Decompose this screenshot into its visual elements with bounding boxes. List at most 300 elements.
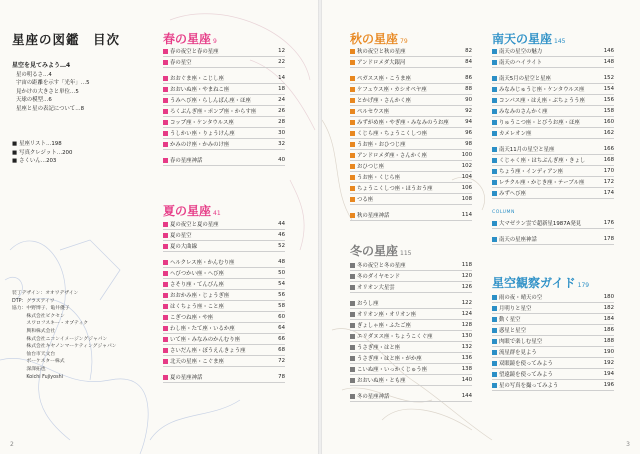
toc-row [350,172,472,183]
toc-row-title: りゅうこつ座・とびうお座・ほ座 [499,120,580,126]
toc-row [350,128,472,139]
toc-row-marker [492,339,497,344]
toc-row-title: さいだん座・ぼうえんきょう座 [170,348,246,354]
toc-row [350,364,472,375]
toc-row [350,46,472,57]
toc-row-page: 156 [603,97,614,103]
toc-row-marker [163,60,168,65]
page-title: 星座の図鑑 目次 [12,32,121,47]
toc-row-page: 28 [278,119,285,125]
toc-row-marker [492,87,497,92]
toc-row-page: 190 [603,349,614,355]
left-page [0,0,318,454]
toc-row-title: みずへび座 [499,191,526,197]
toc-row-title: おおいぬ座・やまねこ座 [170,87,230,93]
toc-row [492,292,614,303]
toc-row [163,230,285,241]
toc-row-page: 128 [461,322,472,328]
toc-row-title: 冬の星座神話 [357,394,390,400]
toc-row-marker [350,175,355,180]
toc-row-title: 夏の夜空と夏の星座 [170,222,219,228]
toc-row-marker [163,222,168,227]
toc-row-page: 12 [278,48,285,54]
toc-row-title: おおかみ座・じょうぎ座 [170,293,230,299]
toc-row-marker [492,221,497,226]
extras-list [12,140,72,166]
extra-item-text: 星座リスト [19,141,46,147]
toc-row [492,57,614,68]
toc-row [350,84,472,95]
toc-row-page: 172 [603,179,614,185]
toc-row-marker [163,326,168,331]
toc-row-marker [492,109,497,114]
toc-row [163,323,285,334]
toc-row [163,57,285,68]
toc-row-page: 178 [603,236,614,242]
toc-row [163,279,285,290]
observe-heading-text: 星空観察ガイド [492,276,576,290]
toc-row-page: 132 [461,344,472,350]
credit-line: 装丁デザイン：オオワデザイン [12,291,79,296]
toc-row [163,139,285,150]
toc-row-marker [350,197,355,202]
toc-row-marker [163,131,168,136]
toc-row-title: おおぐま座・こじし座 [170,76,224,82]
toc-row [350,282,472,293]
toc-row [163,356,285,367]
toc-row-page: 140 [461,377,472,383]
toc-row-marker [350,312,355,317]
toc-row-marker [350,164,355,169]
toc-row-marker [163,244,168,249]
toc-row-title: さそり座・てんびん座 [170,282,224,288]
toc-row-marker [163,120,168,125]
toc-row-page: 188 [603,338,614,344]
intro-list [12,62,90,114]
toc-row-title: ぎょしゃ座・ふたご座 [357,323,411,329]
toc-row-title: コンパス座・はえ座・ぶちょうう座 [499,98,585,104]
toc-row-page: 92 [465,108,472,114]
toc-row-marker [492,350,497,355]
toc-row [163,372,285,383]
toc-row-marker [492,372,497,377]
toc-row [492,117,614,128]
toc-row-title: 夏の大曲線 [170,244,197,250]
toc-row-page: 44 [278,221,285,227]
credit-line: 協力：中野博子、亀井優子 [12,306,70,312]
toc-row-title: とかげ座・さんかく座 [357,98,411,104]
toc-row [350,353,472,364]
intro-item-text: 見かけの大きさと単位 [16,88,70,95]
toc-row-marker [492,295,497,300]
intro-item-dash: … [42,71,49,78]
intro-item [12,105,90,114]
credits-list [12,290,117,381]
toc-row [492,188,614,199]
toc-row-page: 30 [278,130,285,136]
toc-row-title: みなみじゅうじ座・ケンタウルス座 [499,87,585,93]
toc-row-marker [163,142,168,147]
toc-row-title: くじら座・ちょうこくしつ座 [357,131,428,137]
credit-line: 株式会社ニコンイメージングジャパン [12,336,108,342]
toc-row-page: 154 [603,86,614,92]
toc-row-marker [350,263,355,268]
toc-row-title: アンドロメダ大銀河 [357,60,406,66]
toc-row-marker [350,120,355,125]
extra-item-dash: … [45,141,52,147]
column-tag: COLUMN [492,210,515,215]
toc-row-marker [350,98,355,103]
toc-row [350,331,472,342]
toc-row-marker [350,356,355,361]
page-number-left: 2 [10,441,14,448]
toc-row-title: ヘルクレス座・かんむり座 [170,260,235,266]
toc-row-marker [163,337,168,342]
toc-row [163,257,285,268]
toc-row [350,161,472,172]
toc-row-title: 大マゼラン雲で超新星1987A発見 [499,221,582,227]
toc-row-title: かみのけ座・かみのけ座 [170,142,230,148]
toc-row-title: 雨の夜・晴天の空 [499,295,543,301]
winter-heading-text: 冬の星座 [350,244,399,258]
toc-row-title: うしかい座・りょうけん座 [170,131,235,137]
toc-row-title: おおいぬ座・とも座 [357,378,406,384]
toc-row-marker [350,186,355,191]
autumn-heading-text: 秋の星座 [350,32,399,46]
toc-row-page: 82 [465,48,472,54]
toc-row-title: おひつじ座 [357,164,384,170]
toc-row-marker [492,158,497,163]
toc-row-marker [163,348,168,353]
toc-row-title: おうし座 [357,301,379,307]
winter-heading-page: 115 [400,250,412,257]
toc-row-page: 14 [278,75,285,81]
observe-heading-page: 179 [577,282,590,289]
toc-row-marker [492,49,497,54]
toc-row [350,260,472,271]
toc-row-marker [492,328,497,333]
toc-row-page: 18 [278,86,285,92]
credit-line: 株式会社ビクセン [12,313,65,319]
south-section-heading [492,30,565,47]
toc-row [163,290,285,301]
toc-row-title: うさぎ座・はと座 [357,345,401,351]
toc-row [492,369,614,380]
toc-row-page: 48 [278,259,285,265]
intro-item-text: 天球の模型 [16,97,43,104]
toc-row-marker [163,98,168,103]
toc-row-marker [492,76,497,81]
toc-row-title: 動く星空 [499,317,521,323]
toc-row-title: 惑星と星空 [499,328,526,334]
toc-row [350,271,472,282]
toc-row [350,298,472,309]
toc-row-page: 160 [603,119,614,125]
toc-row-title: みずがめ座・やぎ座・みなみのうお座 [357,120,449,126]
winter-section-heading [350,242,411,259]
toc-row-page: 32 [278,141,285,147]
toc-row-page: 122 [461,300,472,306]
toc-row-title: ケフェウス座・カシオペヤ座 [357,87,427,93]
toc-row-page: 78 [278,374,285,380]
toc-row-page: 40 [278,157,285,163]
toc-row [350,320,472,331]
toc-row-marker [492,317,497,322]
toc-row [350,95,472,106]
toc-row [492,234,614,245]
toc-row [492,128,614,139]
toc-row [350,150,472,161]
toc-row [163,219,285,230]
summer-heading-page: 41 [213,210,221,217]
toc-row [350,139,472,150]
south-heading-text: 南天の星座 [492,32,553,46]
toc-row-marker [350,142,355,147]
toc-row [163,84,285,95]
toc-row-title: 夏の星座神話 [170,375,203,381]
credit-line: ボーケスター株式 [12,359,65,365]
intro-item [12,79,90,88]
intro-item-page: 4 [48,71,52,78]
toc-row [163,312,285,323]
toc-row-page: 66 [278,336,285,342]
toc-row-marker [350,131,355,136]
autumn-toc [350,46,472,221]
toc-row [163,95,285,106]
toc-row-title: 南天の星空の魅力 [499,49,543,55]
intro-item-dash: … [60,62,67,69]
right-page [322,0,640,454]
toc-row-page: 68 [278,347,285,353]
toc-row-marker [492,383,497,388]
toc-row-marker [350,394,355,399]
extra-item-text: さくいん [19,158,41,165]
toc-row-marker [163,315,168,320]
toc-row-page: 158 [603,108,614,114]
toc-row-title: オリオン大星雲 [357,285,395,291]
observe-toc [492,292,614,391]
intro-item-page: 5 [86,80,90,87]
toc-row-title: 南天のハイライト [499,60,542,66]
south-heading-page: 145 [554,38,566,45]
intro-item-dash: … [69,88,76,95]
intro-item-page: 5 [75,88,79,95]
toc-row-title: うみへび座・らしんばん座・ほ座 [170,98,251,104]
toc-row [350,194,472,205]
toc-row-page: 94 [465,119,472,125]
toc-row [163,155,285,166]
toc-row-title: 双眼鏡を使ってみよう [499,361,553,367]
toc-row-marker [350,213,355,218]
toc-row-marker [163,49,168,54]
toc-row-page: 46 [278,232,285,238]
toc-row-marker [163,233,168,238]
intro-item-page: 8 [80,105,85,112]
toc-row-marker [350,301,355,306]
toc-row-title: いて座・みなみのかんむり座 [170,337,241,343]
credit-line: Koichi Fujiyoshi [12,374,63,380]
extra-item-dash: … [56,149,63,156]
toc-row-page: 58 [278,303,285,309]
toc-row-page: 118 [461,262,472,268]
toc-row-title: 秋の星座神話 [357,213,390,219]
toc-row-title: うさぎ座・はと座・がか座 [357,356,422,362]
toc-row-page: 174 [603,190,614,196]
toc-row [163,73,285,84]
toc-row-marker [350,378,355,383]
toc-row [163,46,285,57]
toc-row-page: 182 [603,305,614,311]
toc-row-page: 22 [278,59,285,65]
toc-row-page: 126 [461,284,472,290]
toc-row [492,166,614,177]
winter-toc [350,260,472,402]
toc-row-page: 114 [461,212,472,218]
toc-row [492,358,614,369]
toc-row [350,210,472,221]
toc-row [492,325,614,336]
extra-item-dash: … [40,158,47,165]
toc-row-page: 192 [603,360,614,366]
toc-row-page: 106 [461,185,472,191]
credit-line: 深澤拓也 [12,366,46,372]
summer-heading-text: 夏の星座 [163,204,212,218]
spring-toc [163,46,285,166]
toc-row-title: ろくぶんぎ座・ポンプ座・からす座 [170,109,257,115]
toc-row-page: 170 [603,168,614,174]
toc-row-marker [350,285,355,290]
toc-row-page: 54 [278,281,285,287]
toc-row-marker [350,153,355,158]
intro-item-dash: … [75,105,81,112]
toc-row-marker [492,180,497,185]
toc-row-page: 152 [603,75,614,81]
toc-row-title: カメレオン座 [499,131,532,137]
extra-item-page: 203 [46,158,57,165]
toc-row-page: 96 [465,130,472,136]
toc-row-title: 春の星座神話 [170,158,203,164]
intro-item-text: 星座と星の表記について [16,105,76,112]
toc-row [492,144,614,155]
toc-row [163,117,285,128]
toc-row-page: 194 [603,371,614,377]
toc-row-title: こいぬ座・いっかくじゅう座 [357,367,428,373]
extra-item-page: 198 [51,141,62,147]
toc-row-title: みなみのさんかく座 [499,109,548,115]
toc-row-title: レチクル座・かじき座・テーブル座 [499,180,585,186]
toc-row [492,177,614,188]
toc-row-page: 186 [603,327,614,333]
toc-row-marker [163,271,168,276]
toc-row-title: オリオン座・オリオン座 [357,312,417,318]
toc-row-page: 168 [603,157,614,163]
toc-row-marker [350,345,355,350]
toc-row-marker [350,274,355,279]
toc-row-page: 72 [278,358,285,364]
intro-item-text: 星の明るさ [16,71,43,78]
toc-row-marker [492,60,497,65]
toc-row [350,183,472,194]
toc-row-page: 162 [603,130,614,136]
autumn-heading-page: 79 [400,38,408,45]
credit-line: 仙台市天文台 [12,351,56,357]
toc-row-title: くじゃく座・はちぶんぎ座・きょし [499,158,586,164]
toc-row-title: 南天11月の星空と星座 [499,147,555,153]
toc-row [492,46,614,57]
extra-item [12,140,72,149]
toc-row-page: 102 [461,163,472,169]
toc-row-page: 84 [465,59,472,65]
extra-item-text: 写真クレジット [19,149,57,156]
toc-row-title: ペルセウス座 [357,109,390,115]
toc-row-title: へびつかい座・へび座 [170,271,224,277]
toc-row-page: 166 [603,146,614,152]
toc-row-title: うお座・おひつじ座 [357,142,406,148]
toc-row-title: アンドロメダ座・さんかく座 [357,153,427,159]
toc-row [492,106,614,117]
toc-row [163,334,285,345]
bullet-icon: ■ [12,149,18,156]
toc-row-page: 144 [461,393,472,399]
toc-row-title: 星の写真を撮ってみよう [499,383,559,389]
toc-row-marker [492,237,497,242]
toc-row-page: 90 [465,97,472,103]
toc-row-title: はくちょう座・こと座 [170,304,224,310]
toc-row [492,73,614,84]
toc-row [163,301,285,312]
toc-row [163,128,285,139]
credit-line: 株式会社キヤノンマーケティングジャパン [12,344,117,350]
toc-row-marker [492,131,497,136]
toc-row-page: 130 [461,333,472,339]
toc-row-page: 184 [603,316,614,322]
toc-row [350,73,472,84]
toc-row [492,380,614,391]
toc-row [492,84,614,95]
toc-row-title: コップ座・ケンタウルス座 [170,120,234,126]
bullet-icon: ■ [12,141,18,147]
toc-row-marker [492,361,497,366]
toc-row [163,241,285,252]
toc-row-page: 138 [461,366,472,372]
toc-row-title: 秋の夜空と秋の星座 [357,49,406,55]
toc-row-title: こぎつね座・や座 [170,315,214,321]
spring-section-heading [163,30,217,47]
toc-row-page: 100 [461,152,472,158]
toc-row-marker [492,191,497,196]
toc-row [163,106,285,117]
toc-row-marker [492,147,497,152]
toc-row-title: 冬のダイヤモンド [357,274,401,280]
toc-row-marker [350,323,355,328]
toc-row-title: 月明りと星空 [499,306,532,312]
toc-row-page: 52 [278,243,285,249]
toc-row [492,314,614,325]
toc-row-marker [492,169,497,174]
toc-row [350,391,472,402]
toc-row-title: 流星群を見よう [499,350,537,356]
toc-row-marker [163,304,168,309]
toc-row [350,117,472,128]
credit-line: スワロフスキー・オプティク [12,321,89,327]
toc-row-title: 望遠鏡を使ってみよう [499,372,553,378]
toc-row-page: 60 [278,314,285,320]
toc-row-page: 26 [278,108,285,114]
toc-row-marker [492,306,497,311]
toc-row-page: 24 [278,97,285,103]
toc-row-title: エリダヌス座・ちょうこくぐ座 [357,334,433,340]
summer-section-heading [163,202,221,219]
